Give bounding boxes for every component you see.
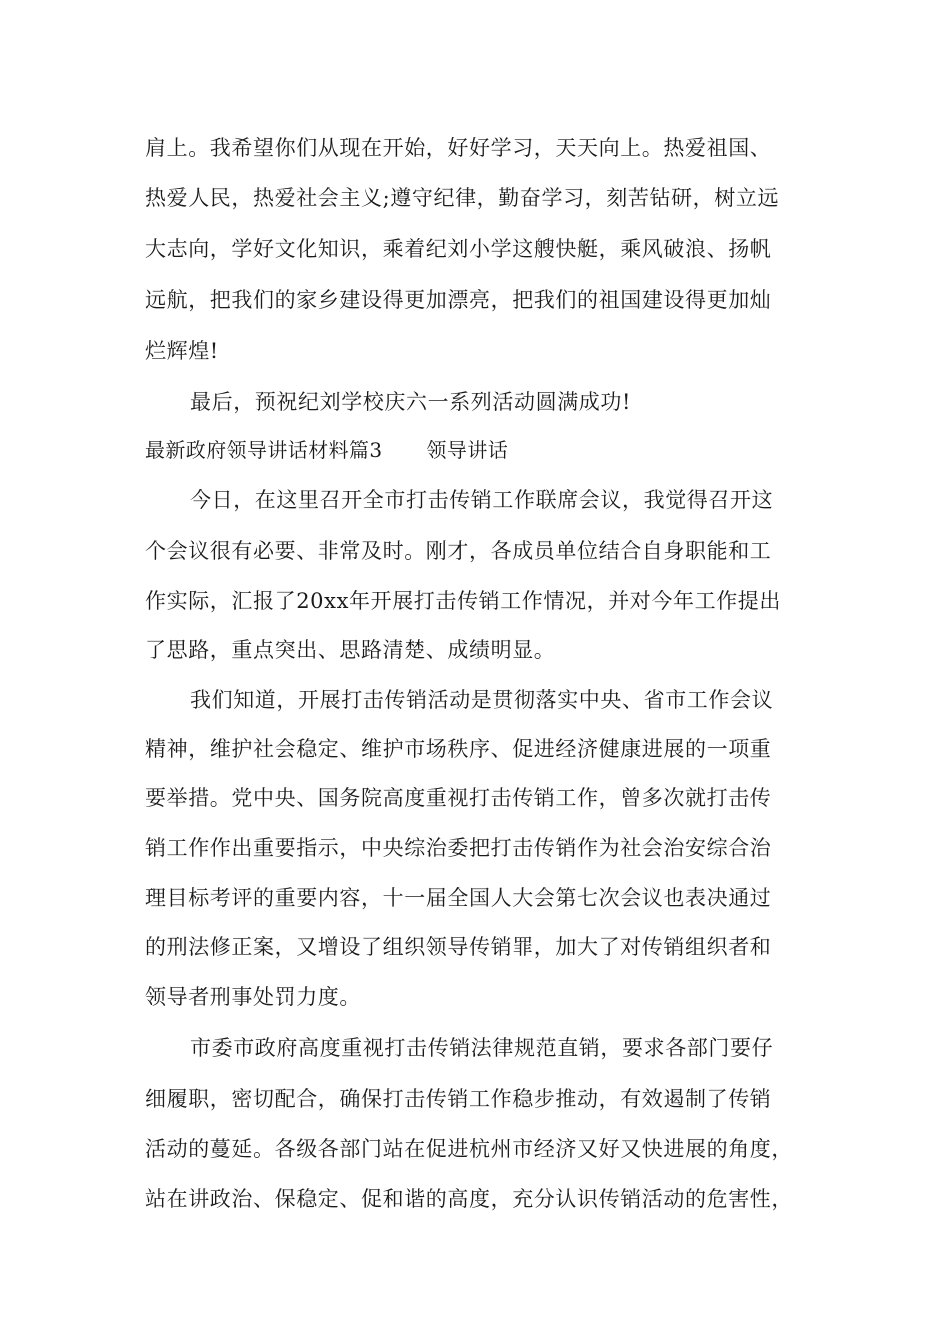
paragraph-line: 市委市政府高度重视打击传销法律规范直销，要求各部门要仔 (190, 1036, 774, 1060)
section-title (145, 436, 825, 464)
paragraph-line: 个会议很有必要、非常及时。刚才，各成员单位结合自身职能和工 (145, 539, 772, 563)
paragraph-line: 我们知道，开展打击传销活动是贯彻落实中央、省市工作会议 (190, 688, 774, 712)
paragraph-line: 今日，在这里召开全市打击传销工作联席会议，我觉得召开这 (190, 488, 774, 512)
paragraph-line: 热爱人民，热爱社会主义;遵守纪律，勤奋学习，刻苦钻研，树立远 (145, 186, 780, 210)
paragraph-line: 了思路，重点突出、思路清楚、成绩明显。 (145, 638, 556, 662)
paragraph-line: 的刑法修正案，又增设了组织领导传销罪，加大了对传销组织者和 (145, 935, 772, 959)
paragraph-line: 理目标考评的重要内容，十一届全国人大会第七次会议也表决通过 (145, 886, 772, 910)
paragraph-line: 细履职，密切配合，确保打击传销工作稳步推动，有效遏制了传销 (145, 1087, 772, 1111)
section-title-sub: 领导讲话 (426, 438, 509, 462)
paragraph-line: 肩上。我希望你们从现在开始，好好学习，天天向上。热爱祖国、 (145, 136, 772, 160)
paragraph-line: 站在讲政治、保稳定、促和谐的高度，充分认识传销活动的危害性， (145, 1187, 793, 1211)
paragraph-line: 要举措。党中央、国务院高度重视打击传销工作，曾多次就打击传 (145, 786, 772, 810)
paragraph-line: 作实际，汇报了20xx年开展打击传销工作情况，并对今年工作提出 (145, 589, 782, 613)
paragraph-line: 大志向，学好文化知识，乘着纪刘小学这艘快艇，乘风破浪、扬帆 (145, 237, 772, 261)
paragraph-line: 活动的蔓延。各级各部门站在促进杭州市经济又好又快进展的角度， (145, 1137, 793, 1161)
paragraph-line: 远航，把我们的家乡建设得更加漂亮，把我们的祖国建设得更加灿 (145, 288, 772, 312)
paragraph-line: 最后，预祝纪刘学校庆六一系列活动圆满成功! (190, 390, 632, 414)
paragraph-line: 销工作作出重要指示，中央综治委把打击传销作为社会治安综合治 (145, 836, 772, 860)
paragraph-line: 烂辉煌! (145, 339, 219, 363)
paragraph-line: 领导者刑事处罚力度。 (145, 985, 361, 1009)
paragraph-line: 精神，维护社会稳定、维护市场秩序、促进经济健康进展的一项重 (145, 737, 772, 761)
section-title-main: 最新政府领导讲话材料篇3 (145, 438, 383, 462)
